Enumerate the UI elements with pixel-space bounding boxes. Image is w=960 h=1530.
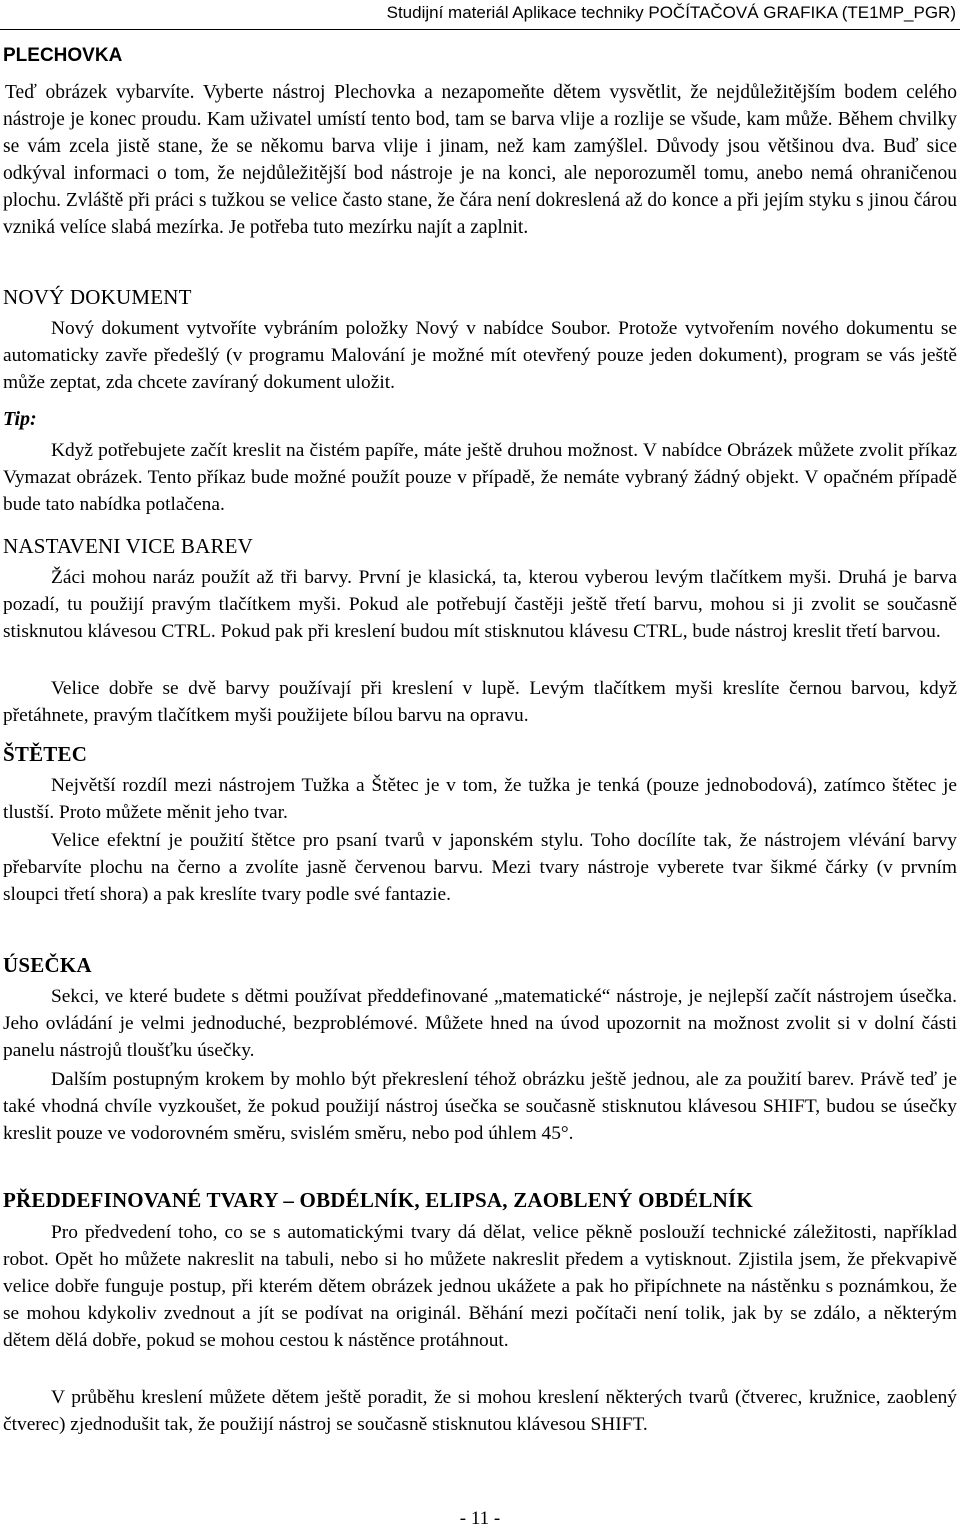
page-number: - 11 -: [459, 1508, 501, 1529]
paragraph-usecka-2: Dalším postupným krokem by mohlo být překreslení téhož obrázku ještě jednou, ale za použití barev. Právě teď je také vhodná chvíle vyzkoušet, že pokud použijí nástroj úsečka se současně stisknutou klávesou SHIFT, budou se úsečky kreslit pouze ve vodorovném směru, svislém směru, nebo pod úhlem 45°.: [3, 1069, 957, 1144]
header-rule: [0, 29, 960, 30]
paragraph-usecka-1: Sekci, ve které budete s dětmi používat předdefinované „matematické“ nástroje, je nejlepší začít nástrojem úsečka. Jeho ovládání je velmi jednoduché, bezproblémové. Můžete hned na úvod upozornit na možnost zvolit si v dolní části panelu nástrojů tloušťku úsečky.: [3, 986, 957, 1061]
running-header: Studijní materiál Aplikace techniky POČÍTAČOVÁ GRAFIKA (TE1MP_PGR): [386, 3, 956, 22]
paragraph-plechovka: Teď obrázek vybarvíte. Vyberte nástroj Plechovka a nezapomeňte dětem vysvětlit, že nejdůležitějším bodem celého nástroje je konec proudu. Kam uživatel umístí tento bod, tam se barva vlije a rozlije se všude, kam může. Během chvilky se vám zcela jistě stane, že se někomu barva vlije i jinam, než kam zamýšlel. Důvody jsou většinou dva. Buď sice odkýval informaci o tom, že nejdůležitější bod nástroje je na konci, ale neporozuměl tomu, anebo nemá ohraničenou plochu. Zvláště při práci s tužkou se velice často stane, že čára není dokreslená až do konce a při jejím styku s jinou čárou vzniká velíce slabá mezírka. Je potřeba tuto mezírku najít a zaplnit.: [3, 82, 957, 238]
paragraph-nastaveni-1: Žáci mohou naráz použít až tři barvy. První je klasická, ta, kterou vyberou levým tlačítkem myši. Druhá je barva pozadí, tu použijí pravým tlačítkem myši. Pokud ale potřebují častěji ještě třetí barvu, mohou si ji zvolit se současně stisknutou klávesou CTRL. Pokud pak při kreslení budou mít stisknutou klávesu CTRL, bude nástroj kreslit třetí barvou.: [3, 567, 957, 642]
paragraph-stetec-2: Velice efektní je použití štětce pro psaní tvarů v japonském stylu. Toho docílíte tak, že nástrojem vlévání barvy přebarvíte plochu na černo a zvolíte jasně červenou barvu. Mezi tvary nástroje vyberete tvar šikmé čárky (v prvním sloupci třetí shora) a pak kreslíte tvary podle své fantazie.: [3, 830, 957, 905]
section-heading-plechovka: PLECHOVKA: [3, 45, 123, 66]
section-heading-nastaveni: NASTAVENI VICE BAREV: [3, 534, 254, 558]
section-heading-usecka: ÚSEČKA: [3, 953, 92, 977]
section-heading-novy-dokument: NOVÝ DOKUMENT: [3, 285, 192, 309]
tip-label: Tip:: [3, 408, 37, 430]
paragraph-nastaveni-2: Velice dobře se dvě barvy používají při kreslení v lupě. Levým tlačítkem myši kreslíte černou barvou, když přetáhnete, pravým tlačítkem myši použijete bílou barvu na opravu.: [3, 678, 957, 726]
paragraph-tvary-1: Pro předvedení toho, co se s automatickými tvary dá dělat, velice pěkně poslouží technické záležitosti, například robot. Opět ho můžete nakreslit na tabuli, nebo si ho můžete nakreslit předem a vytisknout. Zjistila jsem, že překvapivě velice dobře funguje postup, při kterém dětem obrázek jednou ukážete a pak ho připíchnete na nástěnku s poznámkou, že se mohou kdykoliv zvednout a jít se podívat na originál. Běhání mezi počítači není tolik, jak by se zdálo, a některým dětem dělá dobře, pokud se mohou cestou k nástěnce protáhnout.: [3, 1222, 957, 1351]
paragraph-tvary-2: V průběhu kreslení můžete dětem ještě poradit, že si mohou kreslení některých tvarů (čtverec, kružnice, zaoblený čtverec) zjednodušit tak, že použijí nástroj se současně stisknutou klávesou SHIFT.: [3, 1387, 957, 1435]
paragraph-tip: Když potřebujete začít kreslit na čistém papíře, máte ještě druhou možnost. V nabídce Obrázek můžete zvolit příkaz Vymazat obrázek. Tento příkaz bude možné použít pouze v případě, že nemáte vybraný žádný objekt. V opačném případě bude tato nabídka potlačena.: [3, 440, 957, 515]
section-heading-stetec: ŠTĚTEC: [3, 742, 88, 766]
paragraph-novy-dokument: Nový dokument vytvoříte vybráním položky Nový v nabídce Soubor. Protože vytvořením nového dokumentu se automaticky zavře předešlý (v programu Malování je možné mít otevřený pouze jeden dokument), program se vás ještě může zeptat, zda chcete zavíraný dokument uložit.: [3, 318, 957, 393]
paragraph-stetec-1: Největší rozdíl mezi nástrojem Tužka a Štětec je v tom, že tužka je tenká (pouze jednobodová), zatímco štětec je tlustší. Proto můžete měnit jeho tvar.: [3, 775, 957, 823]
section-heading-tvary: PŘEDDEFINOVANÉ TVARY – OBDÉLNÍK, ELIPSA, ZAOBLENÝ OBDÉLNÍK: [3, 1188, 753, 1212]
